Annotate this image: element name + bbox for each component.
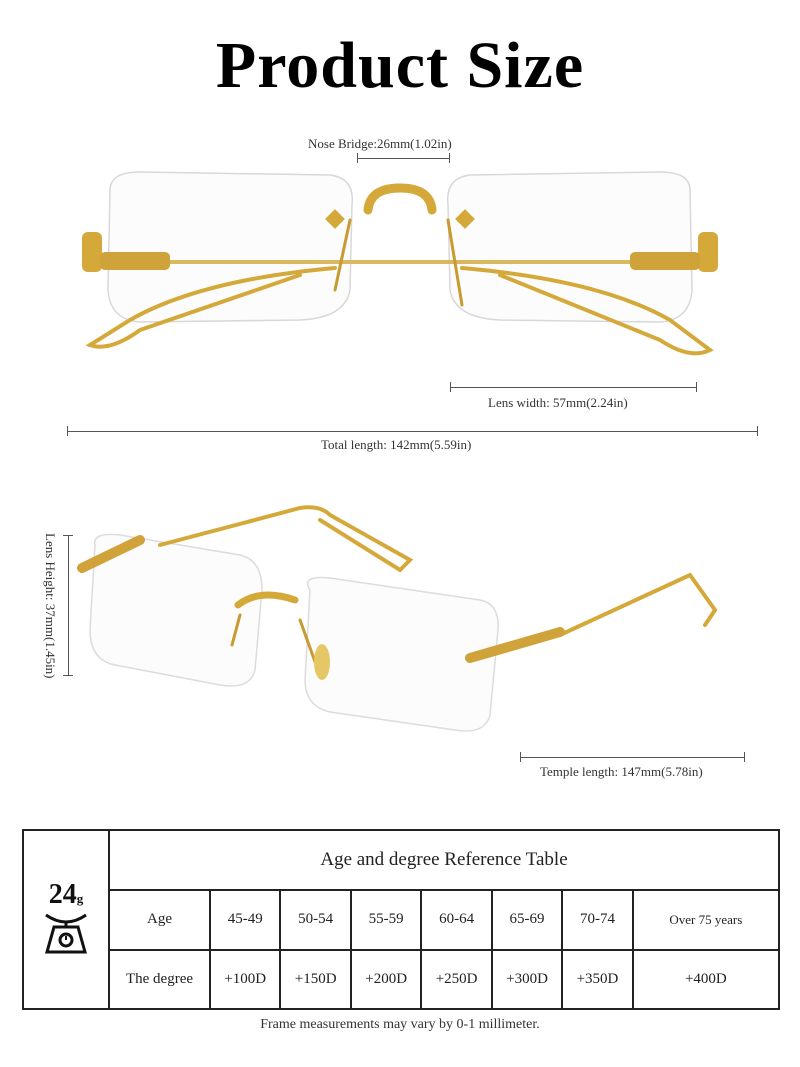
- row-label: Age: [109, 890, 210, 950]
- table-cell: +300D: [492, 950, 562, 1010]
- temple-length-label: Temple length: 147mm(5.78in): [540, 764, 703, 779]
- nose-bridge-label: Nose Bridge:26mm(1.02in): [308, 136, 452, 151]
- temple-length-line: [520, 757, 744, 758]
- table-cell: 70-74: [562, 890, 632, 950]
- lens-width-label: Lens width: 57mm(2.24in): [488, 395, 628, 410]
- lens-height-line: [68, 535, 69, 675]
- table-cell: 55-59: [351, 890, 421, 950]
- table-cell: 50-54: [280, 890, 350, 950]
- weight-unit: g: [76, 891, 84, 906]
- weight-cell: [23, 830, 109, 1009]
- lens-height-label: Lens Height: 37mm(1.45in): [43, 533, 58, 679]
- table-cell: +200D: [351, 950, 421, 1010]
- table-cell: +150D: [280, 950, 350, 1010]
- tick: [744, 752, 745, 762]
- age-degree-table: [22, 829, 780, 1010]
- table-cell: +250D: [421, 950, 491, 1010]
- weight-value: [24, 879, 108, 911]
- tick: [63, 675, 73, 676]
- measurement-note: Frame measurements may vary by 0-1 millimeter.: [260, 1017, 540, 1032]
- table-cell: 60-64: [421, 890, 491, 950]
- tick: [63, 535, 73, 536]
- total-length-label: Total length: 142mm(5.59in): [321, 437, 472, 452]
- table-cell: +400D: [633, 950, 779, 1010]
- scale-icon: [42, 911, 90, 955]
- table-cell: 45-49: [210, 890, 280, 950]
- table-row-age: [23, 890, 779, 950]
- row-label: The degree: [109, 950, 210, 1010]
- table-cell: +350D: [562, 950, 632, 1010]
- page-title: Product Size: [215, 29, 585, 102]
- table-cell: Over 75 years: [633, 890, 779, 950]
- weight-number: 24: [48, 879, 77, 910]
- table-cell: 65-69: [492, 890, 562, 950]
- tick: [520, 752, 521, 762]
- table-cell: +100D: [210, 950, 280, 1010]
- table-title: Age and degree Reference Table: [109, 830, 779, 890]
- table-row-degree: [23, 950, 779, 1010]
